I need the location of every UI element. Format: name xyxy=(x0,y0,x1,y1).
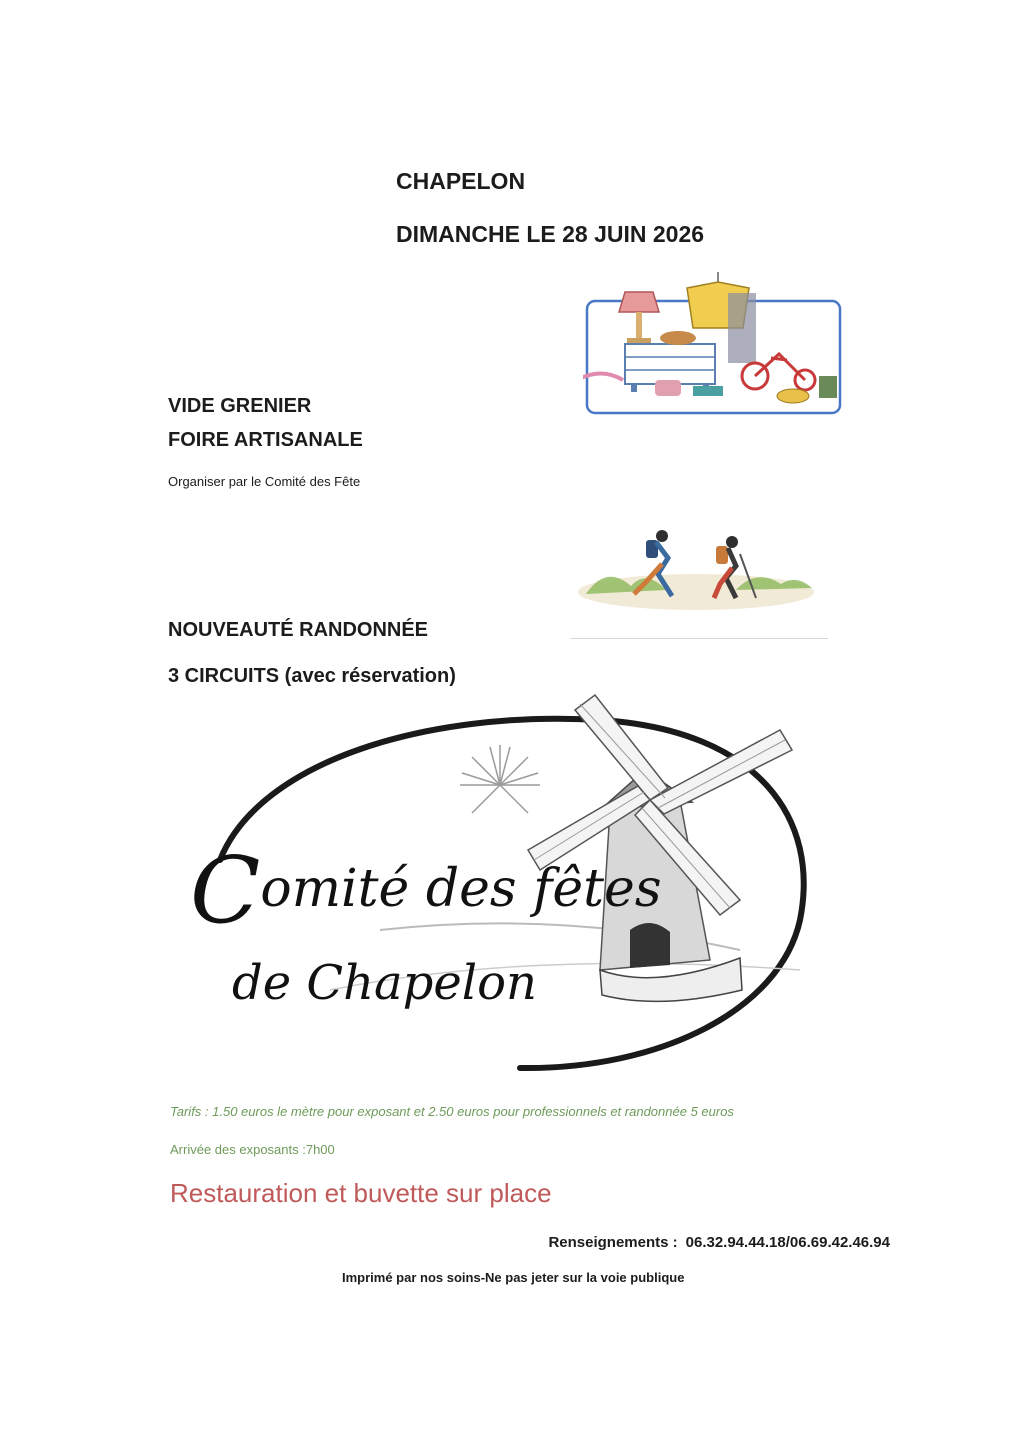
renseignements-label: Renseignements : xyxy=(548,1234,678,1251)
restauration-text: Restauration et buvette sur place xyxy=(170,1178,552,1208)
vide-grenier-heading: VIDE GRENIER xyxy=(168,395,312,417)
hikers-illustration-icon xyxy=(576,524,816,614)
logo-title-rest: omité des fêtes xyxy=(260,859,662,919)
logo-title-line2: de Chapelon xyxy=(232,955,537,1011)
tarifs-text: Tarifs : 1.50 euros le mètre pour exposant et 2.50 euros pour professionnels et randonnée 5 euros xyxy=(170,1104,734,1119)
foire-artisanale-heading: FOIRE ARTISANALE xyxy=(168,429,363,451)
organiser-text: Organiser par le Comité des Fête xyxy=(168,474,361,489)
event-date: DIMANCHE LE 28 JUIN 2026 xyxy=(396,221,705,247)
town-title: CHAPELON xyxy=(396,168,526,194)
randonnee-heading: NOUVEAUTÉ RANDONNÉE xyxy=(168,619,429,641)
divider-line xyxy=(570,638,828,639)
brocante-illustration-icon xyxy=(583,268,845,418)
circuits-heading: 3 CIRCUITS (avec réservation) xyxy=(168,665,456,687)
logo-title-line1 xyxy=(190,837,662,944)
imprime-notice: Imprimé par nos soins-Ne pas jeter sur la voie publique xyxy=(342,1270,685,1285)
arrivee-text: Arrivée des exposants :7h00 xyxy=(170,1142,335,1157)
renseignements-line xyxy=(548,1234,890,1251)
renseignements-phone: 06.32.94.44.18/06.69.42.46.94 xyxy=(685,1234,890,1251)
logo-initial: C xyxy=(190,837,261,944)
